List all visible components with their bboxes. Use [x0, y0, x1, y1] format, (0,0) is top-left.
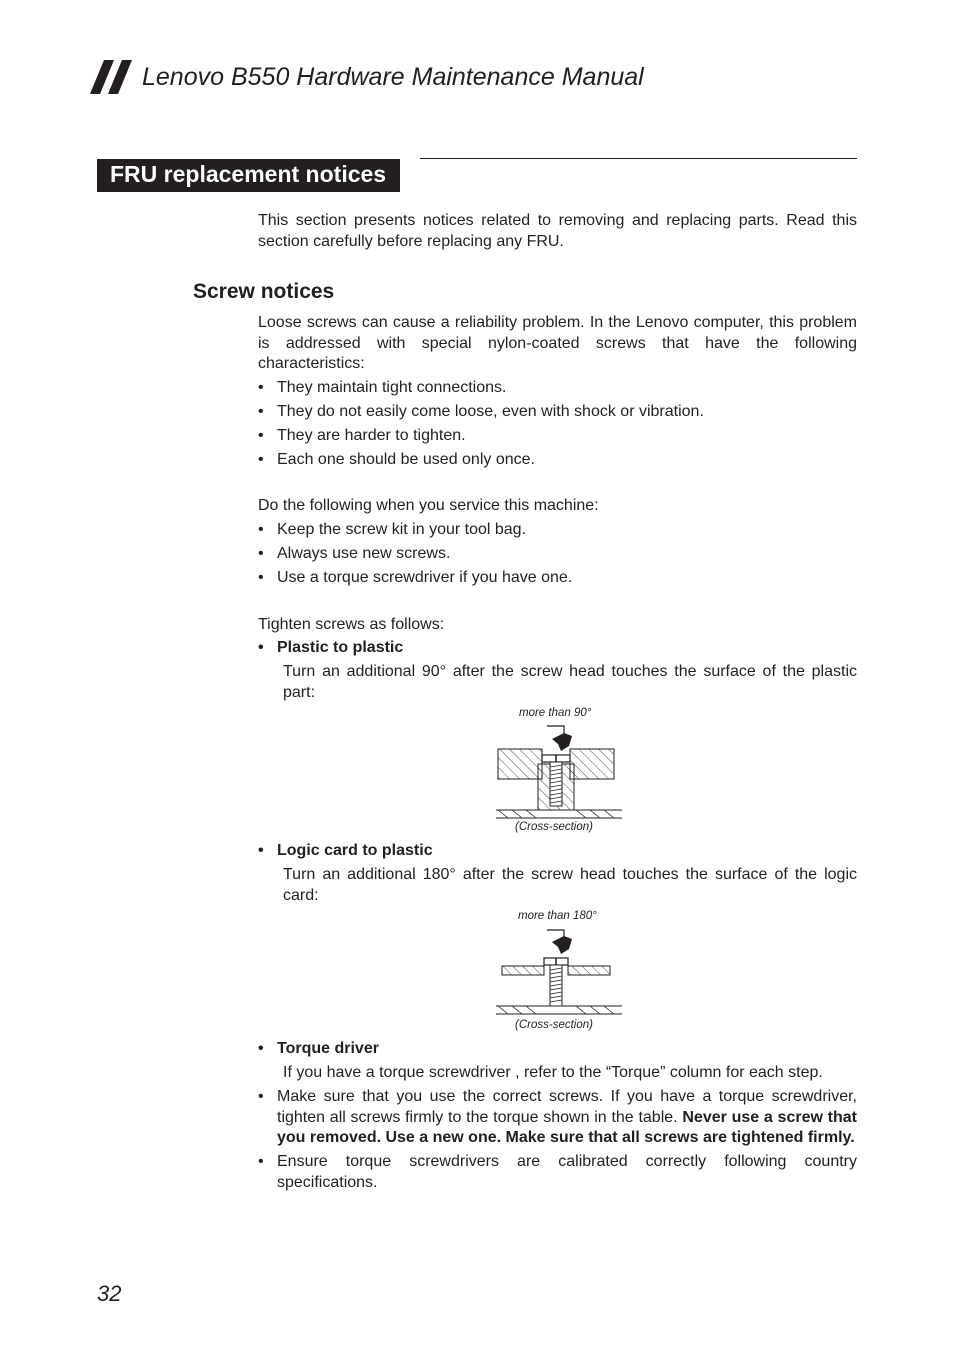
logic-card-bullet — [258, 841, 857, 865]
manual-title: Lenovo B550 Hardware Maintenance Manual — [142, 63, 644, 91]
list-item: • They do not easily come loose, even with shock or vibration. — [258, 402, 857, 423]
logic-card-to-plastic-text: Turn an additional 180° after the screw head touches the surface of the logic card: — [283, 866, 857, 904]
torque-bullet — [258, 1039, 857, 1063]
list-item — [258, 1087, 857, 1149]
header-slash-logo-icon — [90, 60, 136, 94]
service-list — [258, 520, 857, 592]
correct-screws-text: Make sure that you use the correct screws. If you have a torque screwdriver, tighten all screws firmly to the torque shown in the table. — [277, 1088, 857, 1126]
final-list — [258, 1087, 857, 1197]
plastic-screw-cross-section-figure — [492, 722, 627, 824]
plastic-bullet — [258, 638, 857, 662]
list-item: • They are harder to tighten. — [258, 426, 857, 447]
figure-caption-top: more than 180° — [518, 910, 597, 922]
service-intro: Do the following when you service this machine: — [258, 497, 599, 514]
plastic-to-plastic-text: Turn an additional 90° after the screw head touches the surface of the plastic part: — [283, 663, 857, 701]
figure-caption-top: more than 90° — [519, 707, 592, 719]
characteristics-list — [258, 378, 857, 474]
list-item: • Use a torque screwdriver if you have one. — [258, 568, 857, 589]
tighten-intro: Tighten screws as follows: — [258, 616, 445, 633]
torque-driver-text: If you have a torque screwdriver , refer to the “Torque” column for each step. — [283, 1064, 823, 1081]
section-intro: This section presents notices related to removing and replacing parts. Read this section carefully before replacing any FRU. — [258, 212, 857, 250]
plastic-to-plastic-label: • Plastic to plastic — [258, 638, 857, 659]
torque-driver-label: • Torque driver — [258, 1039, 857, 1060]
list-item: • Always use new screws. — [258, 544, 857, 565]
never-reuse-warning: Never use a screw that you removed. Use a new one. Make sure that all screws are tightened firmly. — [277, 1108, 858, 1146]
figure-caption-bottom: (Cross-section) — [515, 821, 593, 833]
list-item: • They maintain tight connections. — [258, 378, 857, 399]
screw-notices-intro: Loose screws can cause a reliability problem. In the Lenovo computer, this problem is addressed with special nylon-coated screws that have the following characteristics: — [258, 314, 857, 372]
subsection-title: Screw notices — [193, 280, 335, 303]
page-number: 32 — [97, 1281, 122, 1306]
list-item: • Keep the screw kit in your tool bag. — [258, 520, 857, 541]
section-divider — [420, 158, 857, 159]
list-item: • Each one should be used only once. — [258, 450, 857, 471]
figure-caption-bottom: (Cross-section) — [515, 1019, 593, 1031]
logic-card-to-plastic-label: • Logic card to plastic — [258, 841, 857, 862]
logic-card-screw-cross-section-figure — [492, 926, 627, 1021]
section-title: FRU replacement notices — [97, 159, 400, 192]
list-item: • Ensure torque screwdrivers are calibrated correctly following country specifications. — [258, 1152, 857, 1193]
